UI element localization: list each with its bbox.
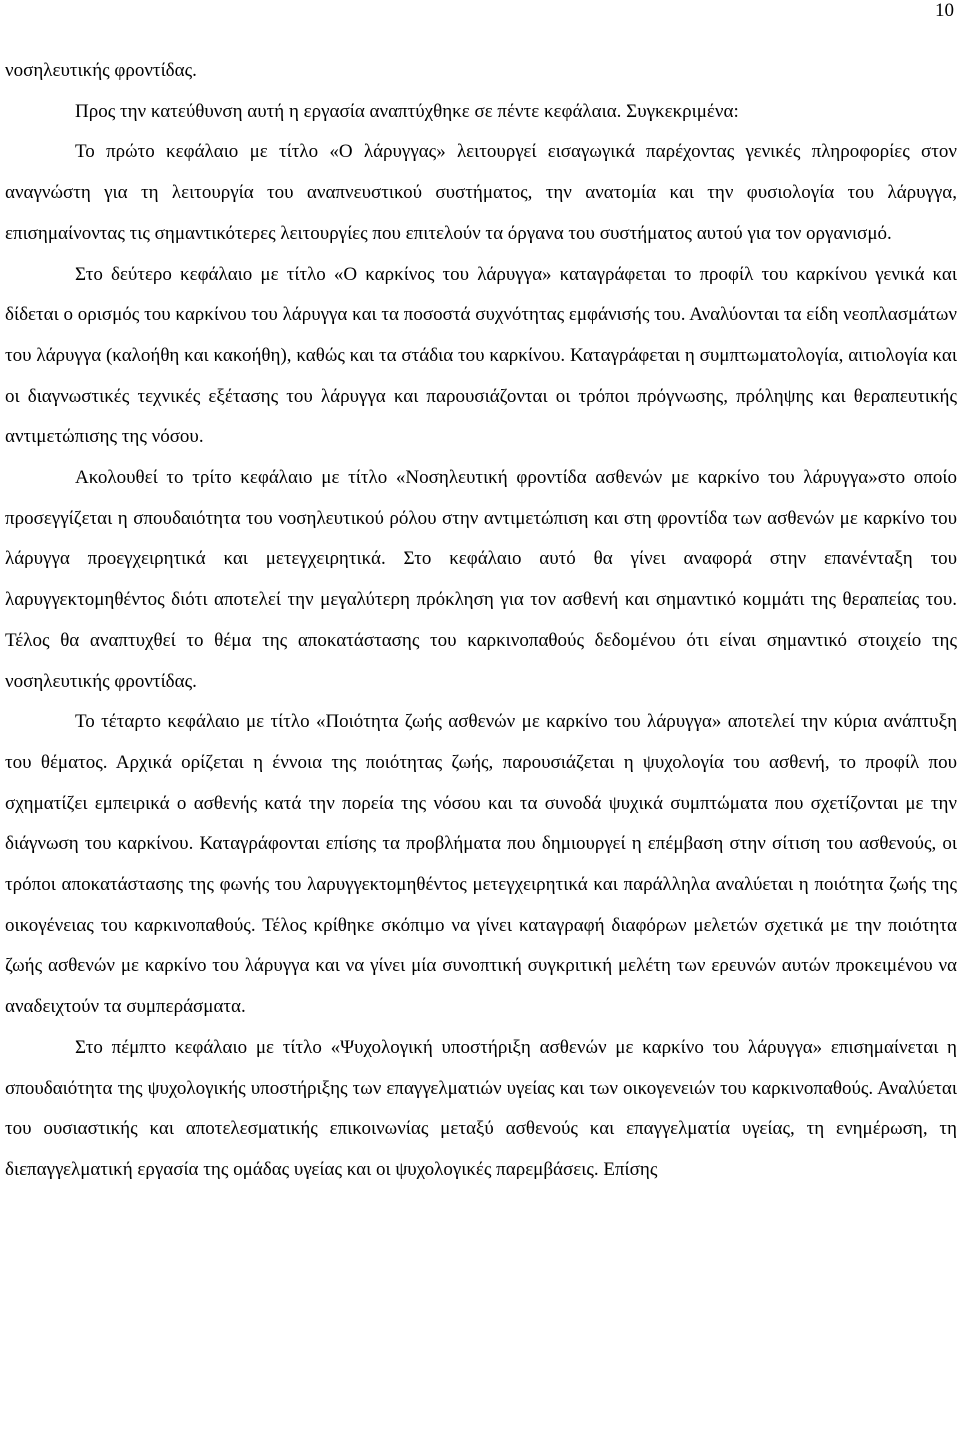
page-number: 10 [935,0,954,21]
paragraph-chapter-3: Ακολουθεί το τρίτο κεφάλαιο με τίτλο «Νοσηλευτική φροντίδα ασθενών με καρκίνο του λάρυγγα»στο οποίο προσεγγίζεται η σπουδαιότητα του νοσηλευτικού ρόλου στην αντιμετώπιση και στη φροντίδα των ασθενών με καρκίνο του λάρυγγα προεγχειρητικά και μετεγχειρητικά. Στο κεφάλαιο αυτό θα γίνει αναφορά στην επανένταξη του λαρυγγεκτομηθέντος διότι αποτελεί την μεγαλύτερη πρόκληση για τον ασθενή και σημαντικό κομμάτι της θεραπείας του. Τέλος θα αναπτυχθεί το θέμα της αποκατάστασης του καρκινοπαθούς δεδομένου ότι είναι σημαντικό στοιχείο της νοσηλευτικής φροντίδας. [5,467,957,692]
paragraph-chapter-4: Το τέταρτο κεφάλαιο με τίτλο «Ποιότητα ζωής ασθενών με καρκίνο του λάρυγγα» αποτελεί την κύρια ανάπτυξη του θέματος. Αρχικά ορίζεται η έννοια της ποιότητας ζωής, παρουσιάζεται η ψυχολογία του ασθενή, το προφίλ που σχηματίζει εμπειρικά ο ασθενής κατά την πορεία της νόσου και τα συνοδά ψυχικά συμπτώματα που σχετίζονται με την διάγνωση του καρκίνου. Καταγράφονται επίσης τα προβλήματα που δημιουργεί η επέμβαση στην σίτιση του ασθενούς, οι τρόποι αποκατάστασης της φωνής του λαρυγγεκτομηθέντος μετεγχειρητικά και παράλληλα αναλύεται η ποιότητα ζωής της οικογένειας του καρκινοπαθούς. Τέλος κρίθηκε σκόπιμο να γίνει καταγραφή διαφόρων μελετών σχετικά με την ποιότητα ζωής ασθενών με καρκίνο του λάρυγγα και να γίνει μία συνοπτική συγκριτική μελέτη των ερευνών αυτών προκειμένου να αναδειχτούν τα συμπεράσματα. [5,711,957,1018]
paragraph-chapter-1: Το πρώτο κεφάλαιο με τίτλο «Ο λάρυγγας» λειτουργεί εισαγωγικά παρέχοντας γενικές πληροφορίες στον αναγνώστη για τη λειτουργία του αναπνευστικού συστήματος, την ανατομία και την φυσιολογία του λάρυγγα, επισημαίνοντας τις σημαντικότερες λειτουργίες που επιτελούν τα όργανα του συστήματος αυτού για τον οργανισμό. [5,141,957,244]
paragraph-chapter-5: Στο πέμπτο κεφάλαιο με τίτλο «Ψυχολογική υποστήριξη ασθενών με καρκίνο του λάρυγγα» επισημαίνεται η σπουδαιότητα της ψυχολογικής υποστήριξης των επαγγελματιών υγείας και των οικογενειών του καρκινοπαθούς. Αναλύεται του ουσιαστικής και αποτελεσματικής επικοινωνίας μεταξύ ασθενούς και επαγγελματία υγείας, τη ενημέρωση, τη διεπαγγελματική εργασία της ομάδας υγείας και οι ψυχολογικές παρεμβάσεις. Επίσης [5,1036,957,1180]
body-text [5,51,957,1191]
paragraph-chapter-2: Στο δεύτερο κεφάλαιο με τίτλο «Ο καρκίνος του λάρυγγα» καταγράφεται το προφίλ του καρκίνου γενικά και δίδεται ο ορισμός του καρκίνου του λάρυγγα και τα ποσοστά συχνότητας εμφάνισής του. Αναλύονται τα είδη νεοπλασμάτων του λάρυγγα (καλοήθη και κακοήθη), καθώς και τα στάδια του καρκίνου. Καταγράφεται η συμπτωματολογία, αιτιολογία και οι διαγνωστικές τεχνικές εξέτασης του λάρυγγα και παρουσιάζονται οι τρόποι πρόγνωσης, πρόληψης και θεραπευτικής αντιμετώπισης της νόσου. [5,263,957,448]
paragraph-intro: Προς την κατεύθυνση αυτή η εργασία αναπτύχθηκε σε πέντε κεφάλαια. Συγκεκριμένα: [75,100,739,122]
paragraph-continuation: νοσηλευτικής φροντίδας. [5,60,197,81]
